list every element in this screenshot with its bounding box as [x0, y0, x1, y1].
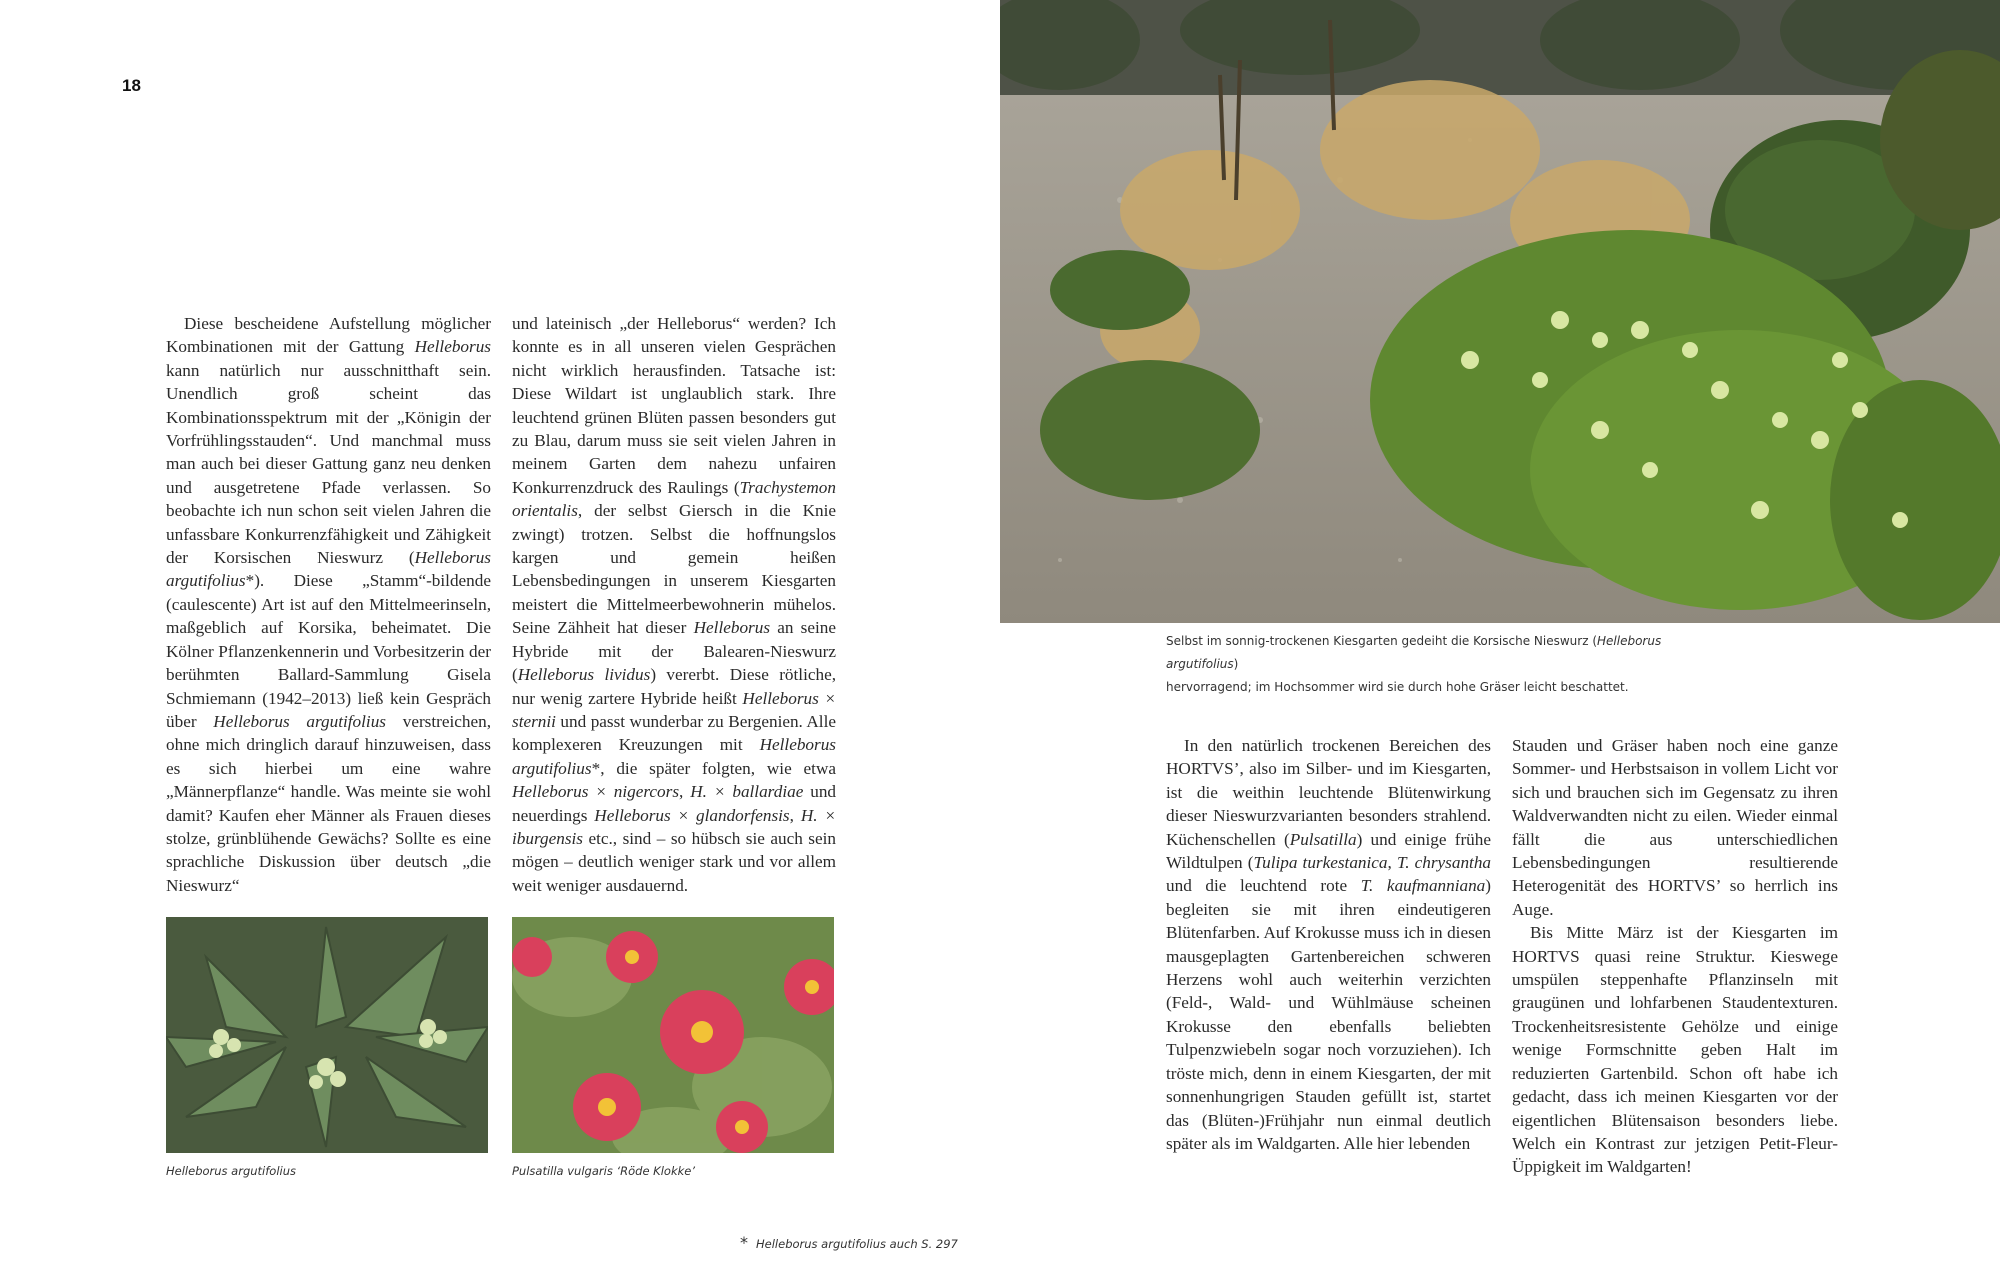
footnote-text: Helleborus argutifolius auch S. 297 — [756, 1237, 958, 1251]
text-column-3: In den natürlich trockenen Bereichen des HORTVS’, also im Silber- und im Kiesgarten, ist die weithin leuchtende Blütenwirkung dieser Nieswurzvarianten besonders strahlend. Küchenschellen (Pulsatilla) und einige frühe Wildtulpen (Tulipa turkestanica, T. chrysantha und die leuchtend rote T. kaufmanniana) begleiten sie mit ihren eindeutigeren Blütenfarben. Auf Krokusse muss ich in diesen mausgeplagten Gartenbereichen schweren Herzens wohl auch weiterhin verzichten (Feld-, Wald- und Wühlmäuse scheinen Krokusse den ebenfalls beliebten Tulpenzwiebeln sogar noch vorzuziehen). Ich tröste mich, denn in einem Kiesgarten, der mit sonnenhungrigen Stauden gefüllt ist, startet das (Blüten-)Frühjahr nun einmal deutlich später als im Waldgarten. Alle hier lebenden — [1166, 736, 1492, 1153]
helleborus-photo — [166, 917, 488, 1153]
main-photo-caption: Selbst im sonnig-trockenen Kiesgarten gedeiht die Korsische Nieswurz (Helleborus argutifolius) hervorragend; im Hochsommer wird sie durch hohe Gräser leicht beschattet. — [1166, 634, 1662, 694]
pulsatilla-photo — [512, 917, 834, 1153]
pulsatilla-caption: Pulsatilla vulgaris ‘Röde Klokke’ — [512, 1164, 695, 1178]
helleborus-caption: Helleborus argutifolius — [166, 1164, 297, 1178]
text-column-4: Stauden und Gräser haben noch eine ganze Sommer- und Herbstsaison in vollem Licht vor sich und brauchen sich im Gegensatz zu ihren Waldverwandten nicht zu eilen. Wieder einmal fällt die aus unterschiedlichen Lebensbedingungen resultierende Heterogenität des HORTVS’ so herrlich ins Auge. Bis Mitte März ist der Kiesgarten im HORTVS quasi reine Struktur. Kieswege umspülen steppenhafte Pflanzinseln mit graugünen und lohfarbenen Staudentexturen. Trockenheitsresistente Gehölze und einige wenige Formschnitte geben Halt im reduzierten Gartenbild. Schon oft habe ich gedacht, dass ich meinen Kiesgarten vor der eigentlichen Blütensaison besonders liebe. Welch ein Kontrast zur jetzigen Petit-Fleur-Üppigkeit im Waldgarten! — [1512, 736, 1838, 1177]
footnote — [740, 1233, 958, 1252]
gravel-garden-photo — [1000, 0, 2000, 623]
footnote-asterisk: * — [740, 1233, 748, 1252]
text-column-2: und lateinisch „der Helleborus“ werden? Ich konnte es in all unseren vielen Gesprächen nicht wirklich herausfinden. Tatsache ist: Diese Wildart ist unglaublich stark. Ihre leuchtend grünen Blüten passen besonders gut zu Blau, darum muss sie seit vielen Jahren in meinem Garten dem nahezu unfairen Konkurrenzdruck des Raulings (Trachystemon orientalis, der selbst Giersch in die Knie zwingt) trotzen. Selbst die hoffnungslos kargen und gemein heißen Lebensbedingungen in unserem Kiesgarten meistert die Mittelmeerbewohnerin mühelos. Seine Zähheit hat dieser Helleborus an seine Hybride mit der Balearen-Nieswurz (Helleborus lividus) vererbt. Diese rötliche, nur wenig zartere Hybride heißt Helleborus × sternii und passt wunderbar zu Bergenien. Alle komplexeren Kreuzungen mit Helleborus argutifolius*, die später folgten, wie etwa Helleborus × nigercors, H. × ballardiae und neuerdings Helleborus × glandorfensis, H. × iburgensis etc., sind – so hübsch sie auch sein mögen – deutlich weniger stark und vor allem weit weniger ausdauernd. — [512, 314, 837, 895]
text-column-1: Diese bescheidene Aufstellung möglicher Kombinationen mit der Gattung Helleborus kann natürlich nur ausschnitthaft sein. Unendlich groß scheint das Kombinationsspektrum mit der „Königin der Vorfrühlingsstauden“. Und manchmal muss man auch bei dieser Gattung ganz neu denken und ausgetretene Pfade verlassen. So beobachte ich nun schon seit vielen Jahren die unfassbare Konkurrenzfähigkeit und Zähigkeit der Korsischen Nieswurz (Helleborus argutifolius*). Diese „Stamm“-bildende (caulescente) Art ist auf den Mittelmeerinseln, maßgeblich auf Korsika, beheimatet. Die Kölner Pflanzenkennerin und Vorbesitzerin der berühmten Ballard-Sammlung Gisela Schmiemann (1942–2013) ließ kein Gespräch über Helleborus argutifolius verstreichen, ohne mich dringlich darauf hinzuweisen, dass es sich hierbei um eine wahre „Männerpflanze“ handle. Was meinte sie wohl damit? Kaufen eher Männer als Frauen dieses stolze, grünblühende Gewächs? Sollte es eine sprachliche Diskussion über deutsch „die Nieswurz“ — [166, 314, 491, 895]
page-number: 18 — [122, 76, 141, 95]
